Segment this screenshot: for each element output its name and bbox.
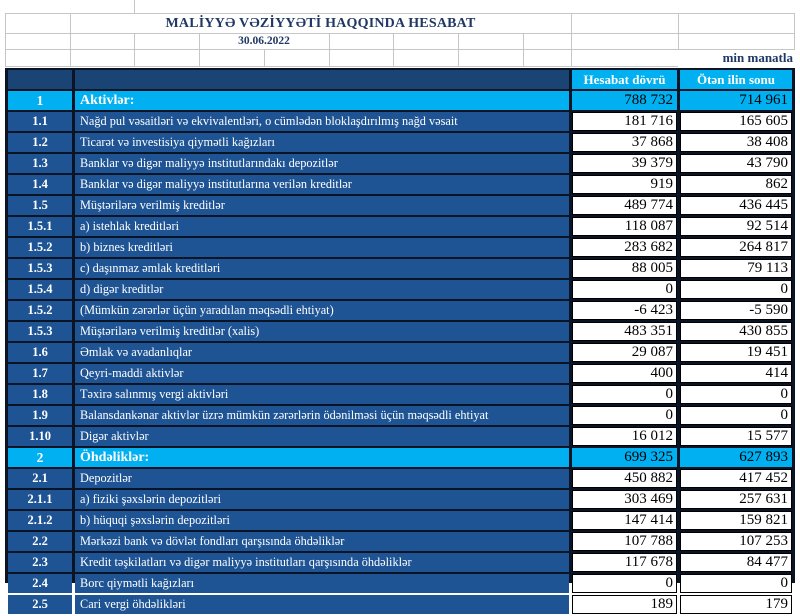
row-number: 2.4 [8, 574, 72, 593]
row-number: 1.7 [8, 364, 72, 383]
row-label: Təxirə salınmış vergi aktivləri [75, 385, 569, 404]
value-prev-year-end: 417 452 [680, 469, 792, 488]
value-current-period: 919 [572, 175, 677, 194]
row-number: 1.5.3 [8, 322, 72, 341]
row-label: Qeyri-maddi aktivlər [75, 364, 569, 383]
value-prev-year-end: 264 817 [680, 238, 792, 257]
table-row [8, 364, 792, 383]
row-label: b) hüquqi şəxslərin depozitləri [75, 511, 569, 530]
row-number: 1.1 [8, 112, 72, 131]
table-row [8, 154, 792, 173]
row-number: 1.5.4 [8, 280, 72, 299]
row-number: 1.5.3 [8, 259, 72, 278]
value-current-period: 16 012 [572, 427, 677, 446]
value-prev-year-end: 15 577 [680, 427, 792, 446]
value-prev-year-end: 84 477 [680, 553, 792, 572]
row-label: Öhdəliklər: [75, 448, 569, 467]
value-current-period: 107 788 [572, 532, 677, 551]
row-number: 1.8 [8, 385, 72, 404]
unit-note: min manatla [722, 50, 793, 65]
row-number: 2.1 [8, 469, 72, 488]
row-label: a) istehlak kreditləri [75, 217, 569, 236]
row-number: 2.3 [8, 553, 72, 572]
value-prev-year-end: 714 961 [680, 91, 792, 110]
table-row [8, 175, 792, 194]
value-prev-year-end: 862 [680, 175, 792, 194]
value-current-period: 489 774 [572, 196, 677, 215]
row-number: 1.10 [8, 427, 72, 446]
value-current-period: -6 423 [572, 301, 677, 320]
row-label: d) digər kreditlər [75, 280, 569, 299]
row-label: a) fiziki şəxslərin depozitləri [75, 490, 569, 509]
row-label: Əmlak və avadanlıqlar [75, 343, 569, 362]
column-header-prev-year-end: Ötən ilin sonu [680, 70, 792, 89]
table-row [8, 322, 792, 341]
table-row [8, 553, 792, 572]
value-current-period: 0 [572, 385, 677, 404]
row-label: Kredit təşkilatları və digər maliyyə institutları qarşısında öhdəliklər [75, 553, 569, 572]
row-number: 1.3 [8, 154, 72, 173]
row-label: c) daşınmaz əmlak kreditləri [75, 259, 569, 278]
table-row [8, 343, 792, 362]
value-prev-year-end: 165 605 [680, 112, 792, 131]
row-number: 1.4 [8, 175, 72, 194]
row-label: Nağd pul vəsaitləri və ekvivalentləri, o cümlədən bloklaşdırılmış nağd vəsait [75, 112, 569, 131]
report-table-body [8, 91, 792, 614]
row-number: 2.5 [8, 595, 72, 614]
value-current-period: 39 379 [572, 154, 677, 173]
value-prev-year-end: 0 [680, 574, 792, 593]
value-prev-year-end: 179 [680, 595, 792, 614]
section-row [8, 91, 792, 110]
table-row [8, 595, 792, 614]
value-prev-year-end: 43 790 [680, 154, 792, 173]
value-prev-year-end: 0 [680, 385, 792, 404]
value-current-period: 118 087 [572, 217, 677, 236]
row-number: 1 [8, 91, 72, 110]
header-spacer-number-col [8, 70, 72, 89]
table-row [8, 259, 792, 278]
row-number: 1.6 [8, 343, 72, 362]
row-number: 2.1.1 [8, 490, 72, 509]
row-label: b) biznes kreditləri [75, 238, 569, 257]
value-prev-year-end: 436 445 [680, 196, 792, 215]
value-prev-year-end: 0 [680, 280, 792, 299]
row-number: 1.9 [8, 406, 72, 425]
table-row [8, 133, 792, 152]
table-row [8, 301, 792, 320]
row-label: Depozitlər [75, 469, 569, 488]
value-current-period: 400 [572, 364, 677, 383]
value-current-period: 788 732 [572, 91, 677, 110]
report-table [5, 68, 795, 616]
section-row [8, 448, 792, 467]
value-current-period: 181 716 [572, 112, 677, 131]
row-label: Borc qiymətli kağızları [75, 574, 569, 593]
table-row [8, 490, 792, 509]
report-title: MALİYYƏ VƏZİYYƏTİ HAQQINDA HESABAT [165, 16, 476, 31]
row-label: Digər aktivlər [75, 427, 569, 446]
value-prev-year-end: 0 [680, 406, 792, 425]
value-current-period: 37 868 [572, 133, 677, 152]
header-spacer-label-col [75, 70, 569, 89]
value-prev-year-end: 430 855 [680, 322, 792, 341]
value-current-period: 283 682 [572, 238, 677, 257]
report-date: 30.06.2022 [238, 35, 290, 47]
value-current-period: 483 351 [572, 322, 677, 341]
table-row [8, 280, 792, 299]
value-current-period: 699 325 [572, 448, 677, 467]
value-prev-year-end: 627 893 [680, 448, 792, 467]
row-label: Müştərilərə verilmiş kreditlər (xalis) [75, 322, 569, 341]
table-row [8, 574, 792, 593]
table-row [8, 406, 792, 425]
value-prev-year-end: 107 253 [680, 532, 792, 551]
row-label: Cari vergi öhdəlikləri [75, 595, 569, 614]
value-prev-year-end: 92 514 [680, 217, 792, 236]
report-table-frame [5, 68, 795, 612]
value-current-period: 117 678 [572, 553, 677, 572]
table-row [8, 532, 792, 551]
row-label: Mərkəzi bank və dövlət fondları qarşısında öhdəliklər [75, 532, 569, 551]
value-prev-year-end: 159 821 [680, 511, 792, 530]
row-label: Banklar və digər maliyyə institutlarına verilən kreditlər [75, 175, 569, 194]
value-prev-year-end: 257 631 [680, 490, 792, 509]
value-prev-year-end: 19 451 [680, 343, 792, 362]
value-current-period: 147 414 [572, 511, 677, 530]
column-header-current-period: Hesabat dövrü [572, 70, 677, 89]
row-number: 2 [8, 448, 72, 467]
row-label: Aktivlər: [75, 91, 569, 110]
row-number: 1.2 [8, 133, 72, 152]
value-current-period: 303 469 [572, 490, 677, 509]
row-label: Banklar və digər maliyyə institutlarındakı depozitlər [75, 154, 569, 173]
row-label: (Mümkün zərərlər üçün yaradılan məqsədli ehtiyat) [75, 301, 569, 320]
table-row [8, 196, 792, 215]
row-number: 1.5 [8, 196, 72, 215]
row-label: Müştərilərə verilmiş kreditlər [75, 196, 569, 215]
value-current-period: 88 005 [572, 259, 677, 278]
table-row [8, 511, 792, 530]
table-row [8, 217, 792, 236]
value-current-period: 0 [572, 406, 677, 425]
value-prev-year-end: 414 [680, 364, 792, 383]
table-row [8, 427, 792, 446]
table-row [8, 385, 792, 404]
value-current-period: 0 [572, 280, 677, 299]
value-prev-year-end: 38 408 [680, 133, 792, 152]
value-prev-year-end: -5 590 [680, 301, 792, 320]
table-header-row [8, 70, 792, 89]
table-row [8, 469, 792, 488]
value-prev-year-end: 79 113 [680, 259, 792, 278]
row-label: Ticarət və investisiya qiymətli kağızları [75, 133, 569, 152]
row-number: 1.5.1 [8, 217, 72, 236]
value-current-period: 450 882 [572, 469, 677, 488]
value-current-period: 0 [572, 574, 677, 593]
value-current-period: 29 087 [572, 343, 677, 362]
row-number: 2.2 [8, 532, 72, 551]
value-current-period: 189 [572, 595, 677, 614]
table-row [8, 112, 792, 131]
row-number: 2.1.2 [8, 511, 72, 530]
row-label: Balansdankənar aktivlər üzrə mümkün zərərlərin ödənilməsi üçün məqsədli ehtiyat [75, 406, 569, 425]
table-row [8, 238, 792, 257]
row-number: 1.5.2 [8, 301, 72, 320]
row-number: 1.5.2 [8, 238, 72, 257]
